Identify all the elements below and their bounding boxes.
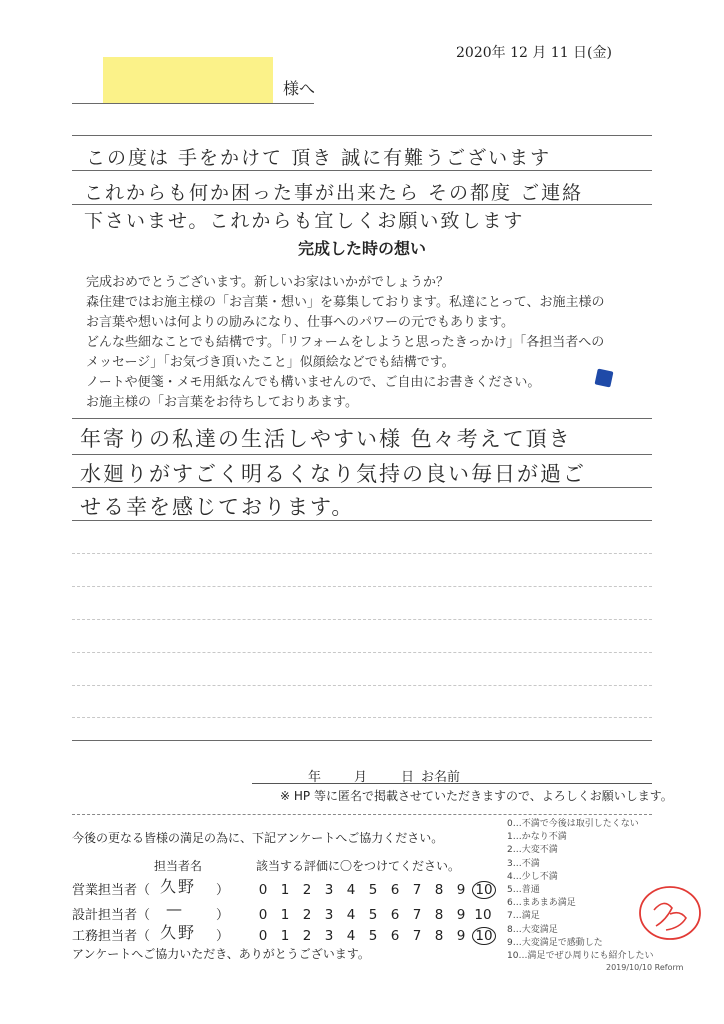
rating-scale <box>252 879 496 899</box>
row-close: ） <box>216 929 230 944</box>
rule <box>72 170 652 171</box>
rating-option[interactable]: 6 <box>390 882 400 898</box>
rating-option[interactable]: 4 <box>346 907 356 923</box>
blue-ink-mark <box>595 369 614 388</box>
survey-col-staff: 担当者名 <box>154 859 203 873</box>
blank-rule <box>72 586 652 587</box>
rating-option[interactable]: 9 <box>456 907 466 923</box>
intro-line: お言葉や想いは何よりの励みになり、仕事へのパワーの元でもあります。 <box>86 315 514 330</box>
intro-line: どんな些細なことでも結構です。「リフォームをしようと思ったきっかけ」「各担当者への <box>86 335 605 350</box>
row-label: 設計担当者（ <box>72 908 151 923</box>
rating-option[interactable]: 6 <box>390 928 400 944</box>
rating-option[interactable]: 0 <box>258 907 268 923</box>
rating-option[interactable]: 2 <box>302 882 312 898</box>
intro-line: 森住建ではお施主様の「お言葉・想い」を募集しております。私達にとって、お施主様の <box>86 295 605 310</box>
rating-option[interactable]: 2 <box>302 907 312 923</box>
rating-option-selected[interactable]: 10 <box>472 881 496 899</box>
recipient-suffix: 様へ <box>283 79 316 98</box>
rating-option[interactable]: 5 <box>368 907 378 923</box>
handwritten-line: せる幸を感じております。 <box>80 495 355 519</box>
legend-item: 7…満足 <box>507 911 540 922</box>
rating-legend <box>507 818 653 963</box>
row-staff: — <box>166 899 184 918</box>
rating-option[interactable]: 4 <box>346 882 356 898</box>
row-staff: 久野 <box>160 877 197 896</box>
blank-rule <box>72 652 652 653</box>
rating-option[interactable]: 9 <box>456 928 466 944</box>
legend-item: 1…かなり不満 <box>507 832 567 843</box>
blank-rule <box>72 685 652 686</box>
signature-underline <box>252 783 652 784</box>
legend-item: 2…大変不満 <box>507 845 558 856</box>
signature-day-label: 日 <box>401 770 415 785</box>
footer-code: 2019/10/10 Reform <box>606 963 684 972</box>
rating-scale <box>252 925 496 945</box>
handwritten-line: この度は 手をかけて 頂き 誠に有難うございます <box>86 147 552 169</box>
signature-year-label: 年 <box>308 770 322 785</box>
rating-option[interactable]: 9 <box>456 882 466 898</box>
legend-item: 9…大変満足で感動した <box>507 937 603 948</box>
rating-option[interactable]: 7 <box>412 928 422 944</box>
rating-option[interactable]: 2 <box>302 928 312 944</box>
rule <box>72 454 652 455</box>
legend-item: 6…まあまあ満足 <box>507 898 576 909</box>
rating-option[interactable]: 3 <box>324 928 334 944</box>
survey-intro: 今後の更なる皆様の満足の為に、下記アンケートへご協力ください。 <box>72 831 444 845</box>
legend-item: 10…満足でぜひ周りにも紹介したい <box>507 951 654 962</box>
rating-option[interactable]: 10 <box>474 907 492 923</box>
survey-col-rating: 該当する評価に〇をつけてください。 <box>256 859 461 873</box>
recipient-name-highlight <box>103 57 273 103</box>
row-close: ） <box>216 883 230 898</box>
legend-item: 5…普通 <box>507 885 540 896</box>
blank-rule <box>72 553 652 554</box>
row-label: 営業担当者（ <box>72 883 151 898</box>
handwritten-line: 下さいませ。これからも宜しくお願い致します <box>84 210 525 232</box>
rating-option[interactable]: 0 <box>258 882 268 898</box>
row-close: ） <box>216 908 230 923</box>
rating-option[interactable]: 8 <box>434 907 444 923</box>
recipient-underline <box>72 103 314 104</box>
handwritten-line: 年寄りの私達の生活しやすい様 色々考えて頂き <box>80 427 572 451</box>
rating-option[interactable]: 8 <box>434 882 444 898</box>
blank-rule <box>72 717 652 718</box>
legend-item: 0…不満で今後は取引したくない <box>507 819 639 829</box>
privacy-note: ※ HP 等に匿名で掲載させていただきますので、よろしくお願いします。 <box>280 789 673 803</box>
survey-row-design <box>72 904 150 923</box>
handwritten-line: これからも何か困った事が出来たら その都度 ご連絡 <box>84 182 584 204</box>
intro-block <box>86 273 604 413</box>
rating-option[interactable]: 1 <box>280 907 290 923</box>
rating-option[interactable]: 0 <box>258 928 268 944</box>
row-staff: 久野 <box>160 923 197 942</box>
date-text: 2020年 12 月 11 日(金) <box>456 45 612 61</box>
intro-line: ノートや便箋・メモ用紙なんでも構いませんので、ご自由にお書きください。 <box>86 375 541 390</box>
rule <box>72 135 652 136</box>
rating-option-selected[interactable]: 10 <box>472 927 496 945</box>
rating-option[interactable]: 7 <box>412 907 422 923</box>
rating-scale <box>252 904 494 923</box>
rating-option[interactable]: 6 <box>390 907 400 923</box>
rating-option[interactable]: 5 <box>368 928 378 944</box>
row-label: 工務担当者（ <box>72 929 151 944</box>
rating-option[interactable]: 3 <box>324 882 334 898</box>
rating-option[interactable]: 8 <box>434 928 444 944</box>
legend-item: 4…少し不満 <box>507 871 558 882</box>
rating-option[interactable]: 3 <box>324 907 334 923</box>
rating-option[interactable]: 7 <box>412 882 422 898</box>
divider <box>72 814 652 815</box>
intro-line: メッセージ」「お気づき頂いたこと」似顔絵などでも結構です。 <box>86 355 455 370</box>
rating-option[interactable]: 1 <box>280 928 290 944</box>
rating-option[interactable]: 5 <box>368 882 378 898</box>
rating-option[interactable]: 4 <box>346 928 356 944</box>
handwritten-line: 水廻りがすごく明るくなり気持の良い毎日が過ご <box>80 462 586 486</box>
intro-line: お施主様の「お言葉をお待ちしておりあます。 <box>86 395 358 410</box>
section-title: 完成した時の想い <box>297 239 426 258</box>
rating-option[interactable]: 1 <box>280 882 290 898</box>
survey-row-sales <box>72 879 150 898</box>
blank-rule <box>72 619 652 620</box>
survey-thanks: アンケートへご協力いただき、ありがとうございます。 <box>72 947 370 961</box>
intro-line: 完成おめでとうございます。新しいお家はいかがでしょうか？ <box>86 275 449 290</box>
signature-month-label: 月 <box>354 770 368 785</box>
legend-item: 3…不満 <box>507 858 540 869</box>
rule <box>72 418 652 419</box>
signature-name-label: お名前 <box>421 770 461 785</box>
survey-row-construction <box>72 925 150 944</box>
red-stamp-icon <box>636 880 704 944</box>
rule <box>72 740 652 741</box>
legend-item: 8…大変満足 <box>507 924 558 935</box>
